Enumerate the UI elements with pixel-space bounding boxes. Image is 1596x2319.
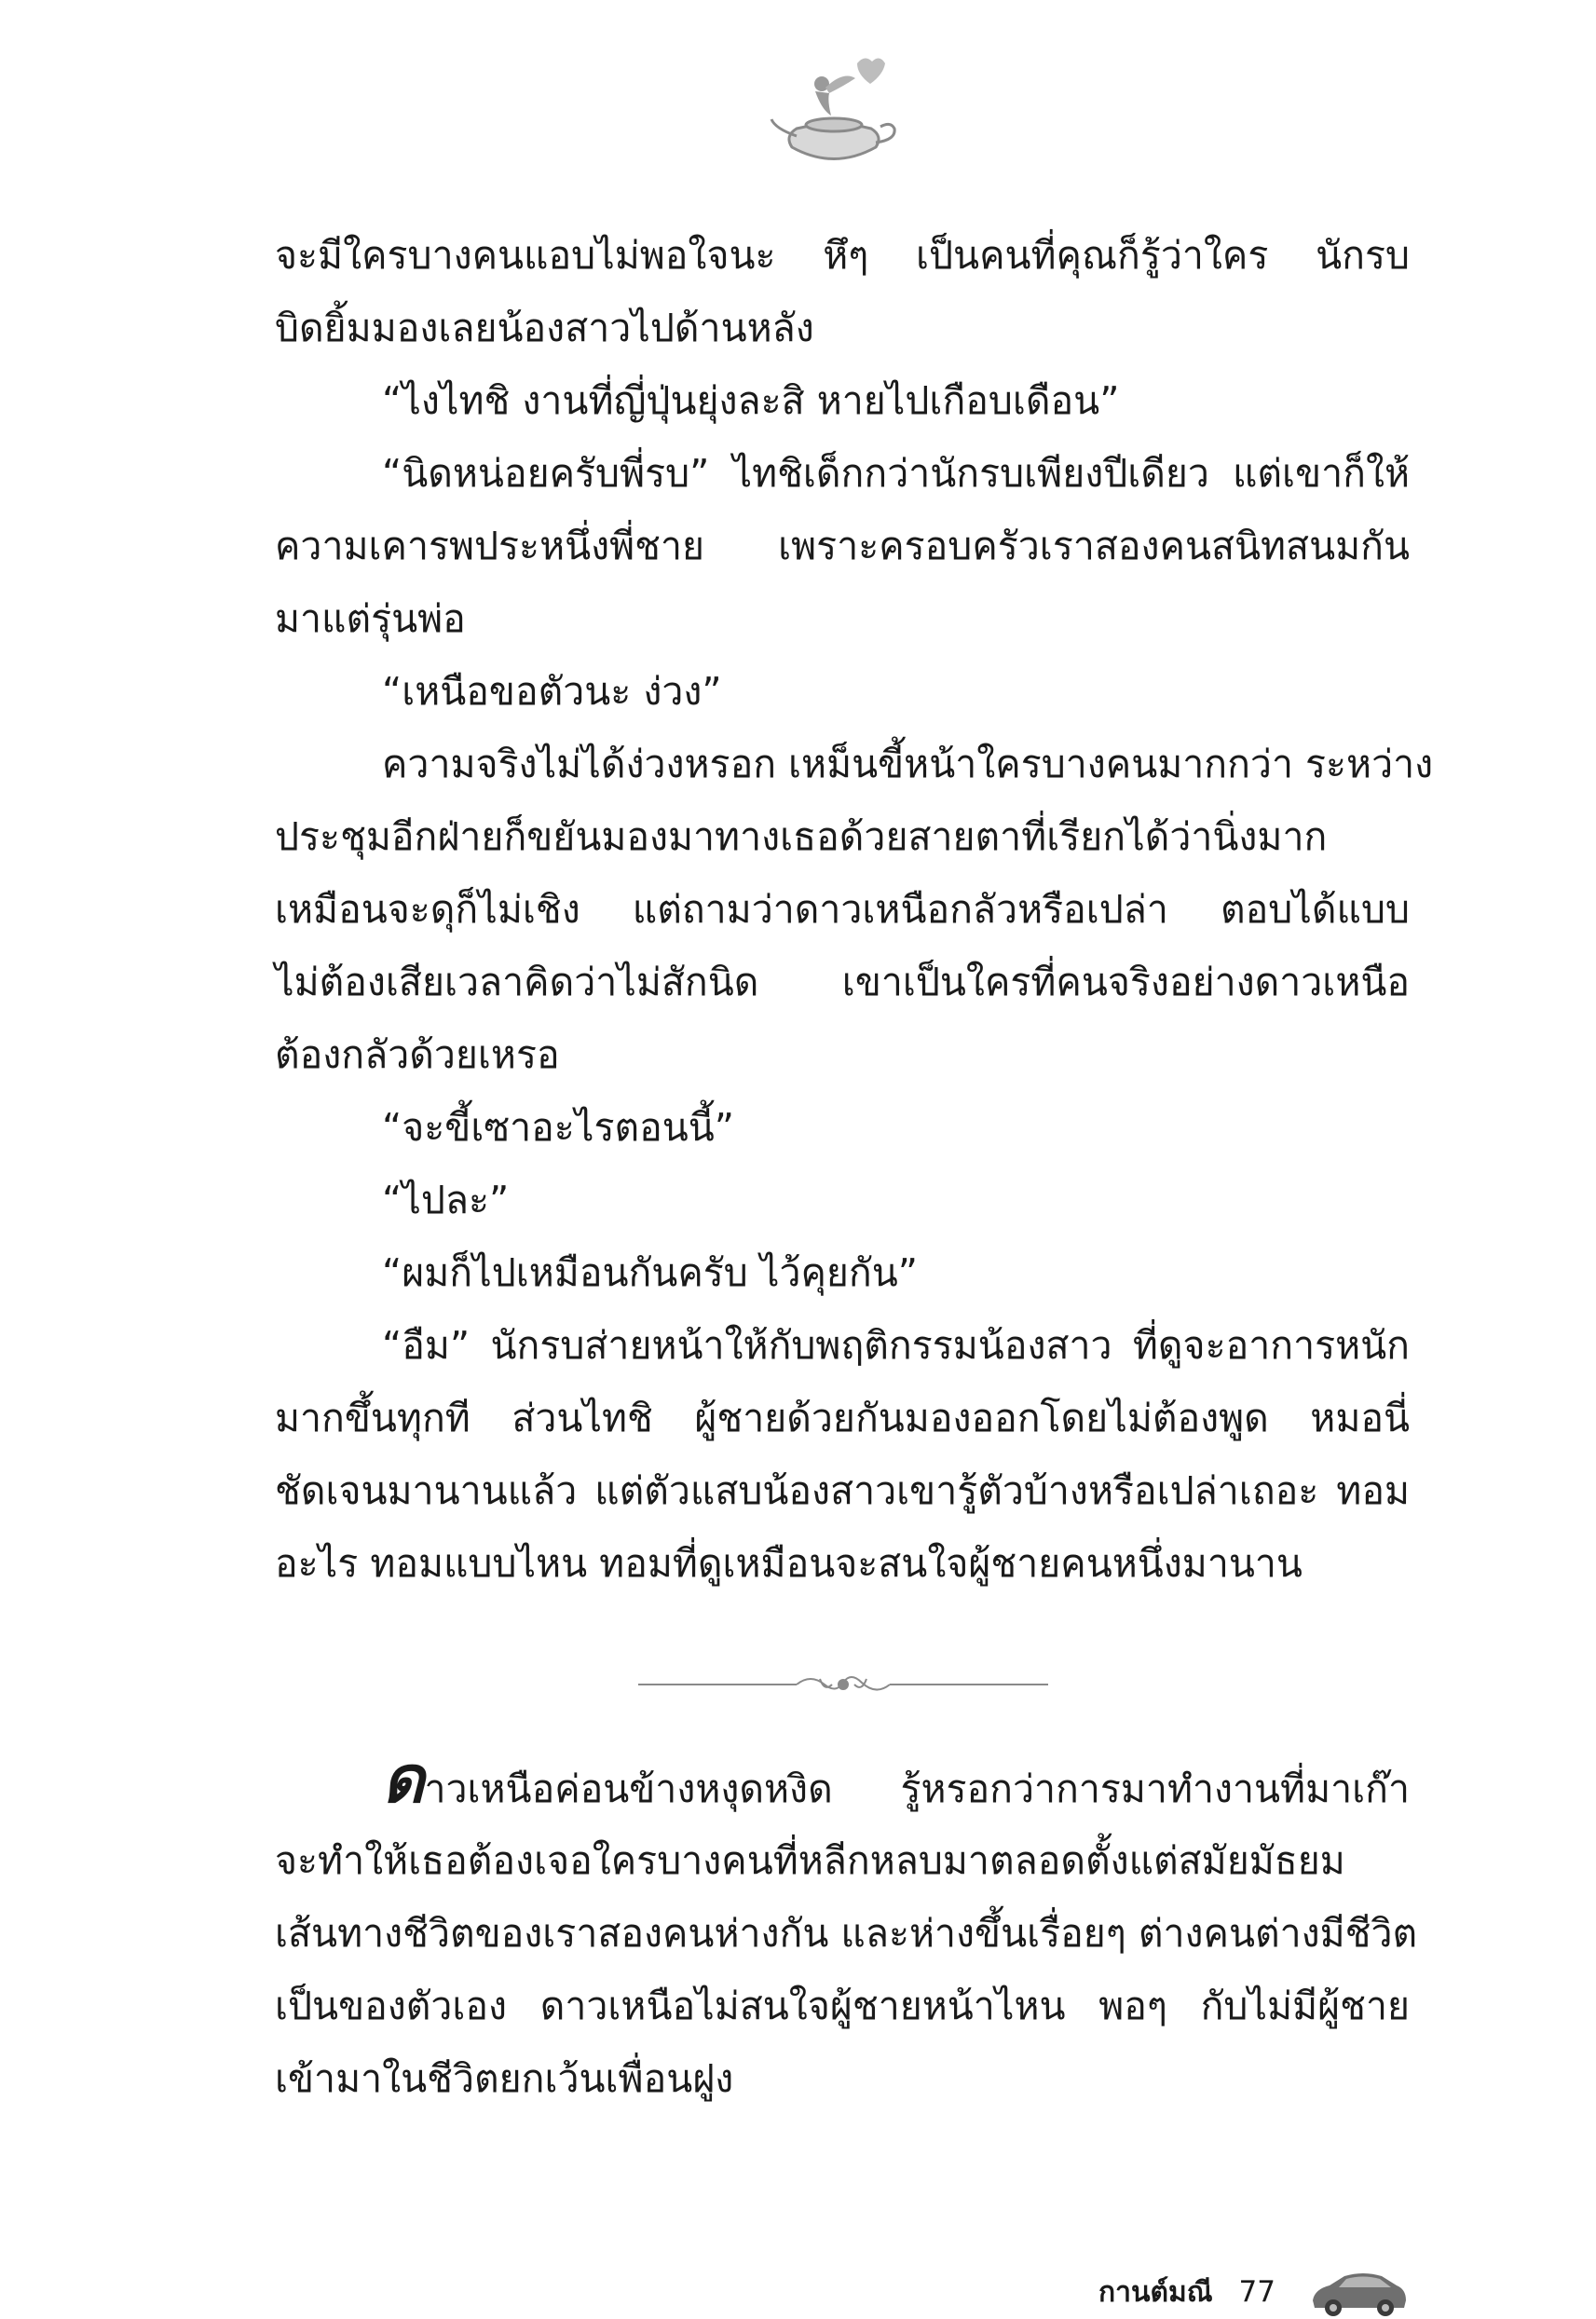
dialogue-line: “ไปละ” [382, 1178, 510, 1222]
text-line: “อืม” นักรบส่ายหน้าให้กับพฤติกรรมน้องสาว ที่ดูจะอาการหนัก [382, 1323, 1410, 1368]
text-line: “นิดหน่อยครับพี่รบ” ไทชิเด็กกว่านักรบเพียงปีเดียว แต่เขาก็ให้ [382, 451, 1410, 496]
text-line: เหมือนจะดุก็ไม่เชิง แต่ถามว่าดาวเหนือกลัวหรือเปล่า ตอบได้แบบ [275, 887, 1410, 932]
text-line: ไม่ต้องเสียเวลาคิดว่าไม่สักนิด เขาเป็นใครที่คนจริงอย่างดาวเหนือ [275, 960, 1410, 1004]
text-line: ต้องกลัวด้วยเหรอ [275, 1032, 560, 1077]
dialogue-line: “ผมก็ไปเหมือนกันครับ ไว้คุยกัน” [382, 1250, 919, 1295]
text-line: ความเคารพประหนึ่งพี่ชาย เพราะครอบครัวเราสองคนสนิทสนมกัน [275, 524, 1410, 568]
drop-cap: ด [382, 1741, 425, 1818]
text-line-with-dropcap [275, 1741, 1410, 1824]
text-line: าวเหนือค่อนข้างหงุดหงิด รู้หรอกว่าการมาทำงานที่มาเก๊า [424, 1767, 1410, 1811]
dialogue-line: “เหนือขอตัวนะ ง่วง” [382, 669, 722, 714]
text-line: มาแต่รุ่นพ่อ [275, 596, 466, 641]
flourish-divider-icon [638, 1666, 1048, 1703]
text-line: ประชุมอีกฝ่ายก็ขยันมองมาทางเธอด้วยสายตาที่เรียกได้ว่านิ่งมาก [275, 814, 1328, 859]
section-two-text [275, 1741, 1418, 2115]
car-icon [1307, 2265, 1410, 2319]
text-line: จะทำให้เธอต้องเจอใครบางคนที่หลีกหลบมาตลอดตั้งแต่สมัยมัธยม [275, 1838, 1345, 1883]
text-line: ความจริงไม่ได้ง่วงหรอก เหม็นขี้หน้าใครบางคนมากกว่า ระหว่าง [382, 742, 1434, 786]
page-number: 77 [1238, 2275, 1275, 2309]
text-line: มากขึ้นทุกที ส่วนไทชิ ผู้ชายด้วยกันมองออกโดยไม่ต้องพูด หมอนี่ [275, 1396, 1410, 1440]
body-text [275, 219, 1434, 1600]
text-line: เส้นทางชีวิตของเราสองคนห่างกัน และห่างขึ้นเรื่อยๆ ต่างคนต่างมีชีวิต [275, 1911, 1418, 1956]
text-line: จะมีใครบางคนแอบไม่พอใจนะ หึๆ เป็นคนที่คุณก็รู้ว่าใคร นักรบ [275, 233, 1410, 278]
dialogue-line: “จะขี้เซาอะไรตอนนี้” [382, 1105, 735, 1150]
text-line: ชัดเจนมานานแล้ว แต่ตัวแสบน้องสาวเขารู้ตัวบ้างหรือเปล่าเถอะ ทอม [275, 1468, 1410, 1513]
text-line: เข้ามาในชีวิตยกเว้นเพื่อนฝูง [275, 2056, 734, 2101]
text-line: เป็นของตัวเอง ดาวเหนือไม่สนใจผู้ชายหน้าไหน พอๆ กับไม่มีผู้ชาย [275, 1984, 1410, 2028]
dialogue-line: “ไงไทชิ งานที่ญี่ปุ่นยุ่งละสิ หายไปเกือบเดือน” [382, 378, 1120, 423]
page-footer [1098, 2273, 1410, 2311]
text-line: บิดยิ้มมองเลยน้องสาวไปด้านหลัง [275, 306, 814, 350]
text-line: อะไร ทอมแบบไหน ทอมที่ดูเหมือนจะสนใจผู้ชายคนหนึ่งมานาน [275, 1541, 1303, 1586]
book-title: กานต์มณี [1098, 2275, 1213, 2309]
teapot-cupid-ornament-icon [764, 54, 904, 175]
